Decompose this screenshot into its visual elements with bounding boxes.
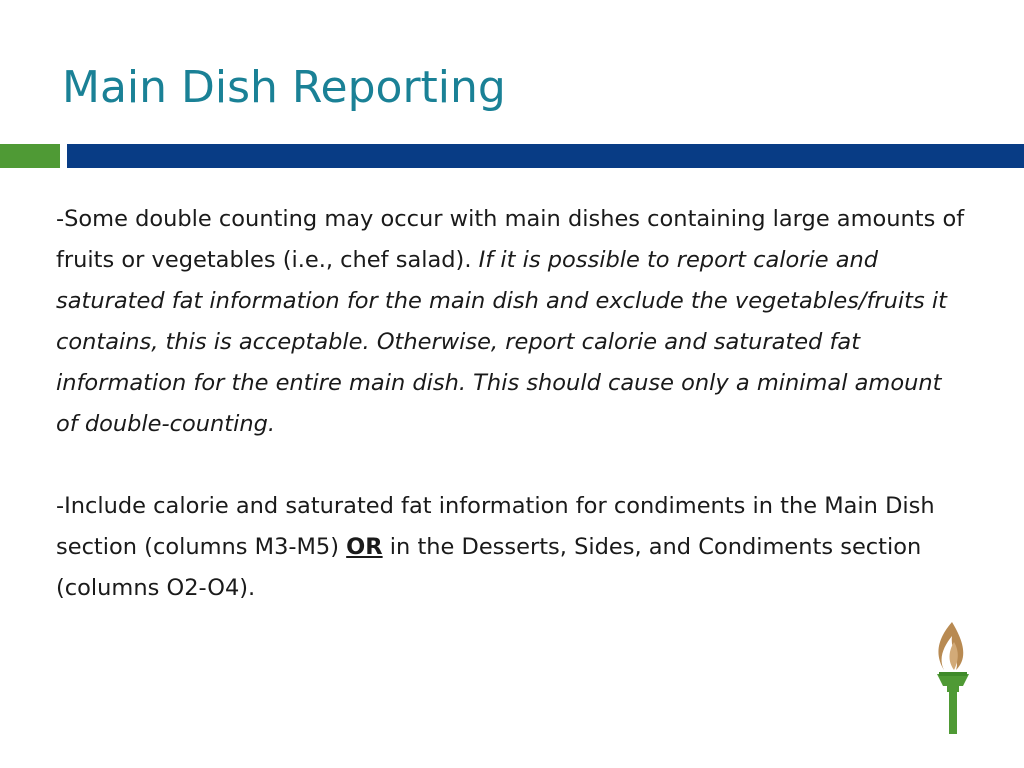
paragraph-condiments bbox=[56, 486, 966, 609]
paragraph-double-counting bbox=[56, 199, 966, 445]
accent-bar-green bbox=[0, 144, 60, 168]
paragraph-double-counting-plain: -Some double counting may occur with main dishes containing large amounts of fruits or vegetables (i.e., chef salad). bbox=[56, 206, 965, 273]
slide-title: Main Dish Reporting bbox=[62, 62, 506, 113]
paragraph-condiments-before: -Include calorie and saturated fat information for condiments in the Main Dish section (columns M3-M5) bbox=[56, 493, 935, 560]
paragraph-double-counting-italic: If it is possible to report calorie and saturated fat information for the main dish and exclude the vegetables/fruits it contains, this is acceptable. Otherwise, report calorie and saturated fat information for the entire main dish. This should cause only a minimal amount of double-counting. bbox=[56, 247, 947, 437]
accent-bar-blue bbox=[67, 144, 1024, 168]
paragraph-condiments-after: in the Desserts, Sides, and Condiments section (columns O2-O4). bbox=[56, 534, 922, 601]
torch-icon bbox=[930, 620, 976, 736]
paragraph-condiments-or: OR bbox=[346, 534, 383, 560]
slide-body bbox=[56, 199, 966, 609]
